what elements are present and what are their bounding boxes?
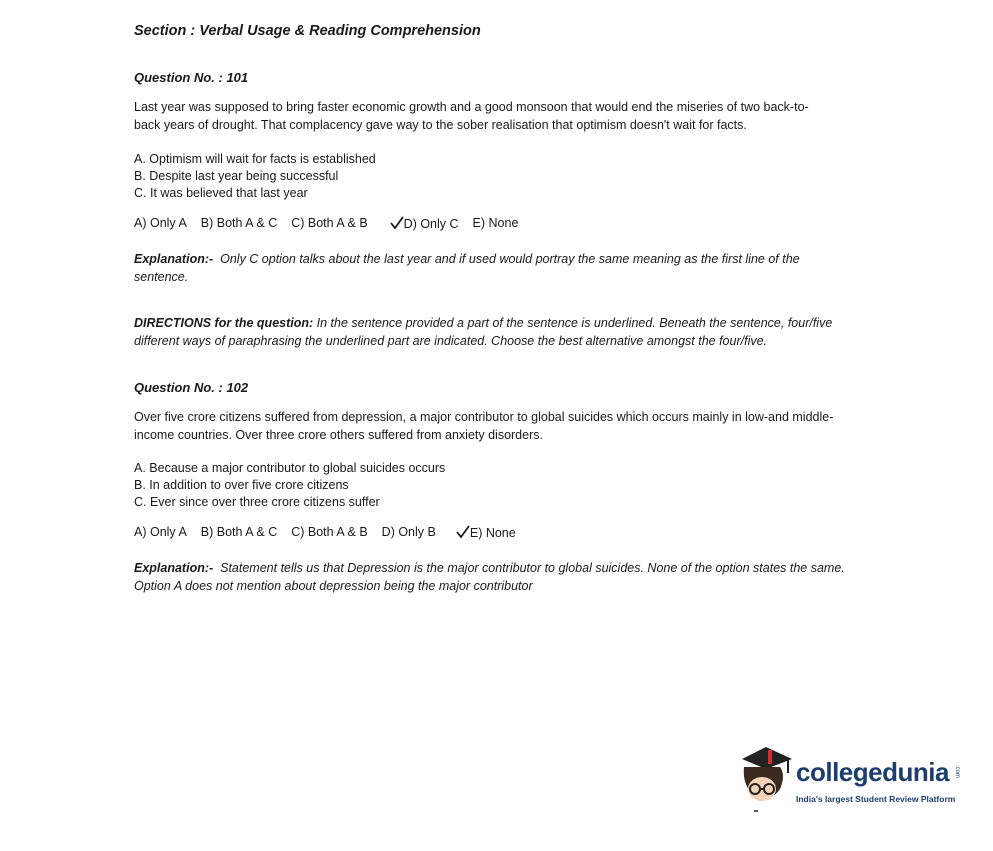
stem-line: income countries. Over three crore others suffered from anxiety disorders. xyxy=(134,428,543,442)
checkmark-icon xyxy=(390,216,404,230)
question-stem-102 xyxy=(134,408,874,444)
student-mascot-icon xyxy=(736,745,796,815)
statement-c: C. It was believed that last year xyxy=(134,186,308,200)
explanation-label: Explanation:- xyxy=(134,561,214,575)
option-c: C) Both A & B xyxy=(291,525,368,539)
option-e-correct xyxy=(456,525,516,540)
explanation-label: Explanation:- xyxy=(134,252,214,266)
question-number-102: Question No. : 102 xyxy=(134,380,249,395)
logo-suffix: .com xyxy=(954,765,960,779)
directions-text: In the sentence provided a part of the sentence is underlined. Beneath the sentence, four/five xyxy=(316,316,833,330)
option-a: A) Only A xyxy=(134,525,187,539)
option-label: D) Only C xyxy=(403,217,459,231)
explanation-text: sentence. xyxy=(134,270,189,284)
statements-102 xyxy=(134,460,445,511)
checkmark-icon xyxy=(456,525,470,539)
explanation-text: Only C option talks about the last year and if used would portray the same meaning as the first line of the xyxy=(220,252,800,266)
collegedunia-logo xyxy=(736,745,966,815)
statement-a: A. Optimism will wait for facts is established xyxy=(134,152,376,166)
stem-line: back years of drought. That complacency gave way to the sober realisation that optimism doesn't wait for facts. xyxy=(134,118,747,132)
statements-101 xyxy=(134,151,376,202)
statement-b: B. In addition to over five crore citizens xyxy=(134,478,349,492)
explanation-text: Statement tells us that Depression is the major contributor to global suicides. None of the option states the same. xyxy=(220,561,845,575)
option-e: E) None xyxy=(472,216,519,230)
section-title: Section : Verbal Usage & Reading Comprehension xyxy=(134,23,481,39)
question-stem-101 xyxy=(134,98,874,134)
option-c: C) Both A & B xyxy=(291,216,368,230)
explanation-101 xyxy=(134,250,874,286)
answer-options-102 xyxy=(134,525,530,540)
option-b: B) Both A & C xyxy=(200,216,278,230)
statement-b: B. Despite last year being successful xyxy=(134,169,339,183)
option-b: B) Both A & C xyxy=(200,525,278,539)
explanation-102 xyxy=(134,559,874,595)
option-a: A) Only A xyxy=(134,216,187,230)
stem-line: Over five crore citizens suffered from depression, a major contributor to global suicides which occurs mainly in low-and middle- xyxy=(134,410,834,424)
logo-wordmark: collegedunia xyxy=(796,757,949,787)
option-d: D) Only B xyxy=(381,525,436,539)
statement-a: A. Because a major contributor to global suicides occurs xyxy=(134,461,446,475)
explanation-text: Option A does not mention about depression being the major contributor xyxy=(134,579,533,593)
logo-tagline: India's largest Student Review Platform xyxy=(796,794,956,804)
directions-label: DIRECTIONS for the question: xyxy=(134,316,314,330)
answer-options-101 xyxy=(134,216,532,231)
directions-text: different ways of paraphrasing the underlined part are indicated. Choose the best alternative amongst the four/five. xyxy=(134,334,768,348)
option-d-correct xyxy=(390,216,459,231)
stem-line: Last year was supposed to bring faster economic growth and a good monsoon that would end the miseries of two back-to- xyxy=(134,100,809,114)
statement-c: C. Ever since over three crore citizens suffer xyxy=(134,495,380,509)
question-number-101: Question No. : 101 xyxy=(134,70,249,85)
directions xyxy=(134,314,874,350)
option-label: E) None xyxy=(469,526,516,540)
